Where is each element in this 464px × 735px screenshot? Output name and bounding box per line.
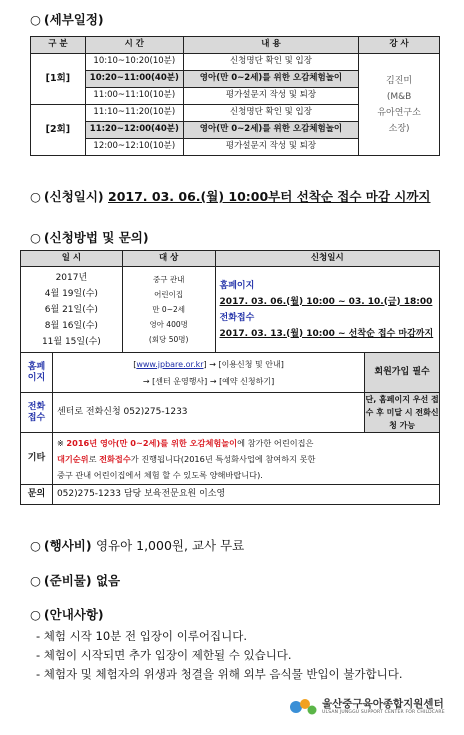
schedule-table [30,36,440,156]
event-date: 6월 21일(수) [44,304,98,315]
apply-period-cell [215,267,439,353]
notice-item: - 체험이 시작되면 추가 입장이 제한될 수 있습니다. [36,648,292,662]
content-cell-highlight: 영아(만 0~2세)를 위한 오감체험놀이 [183,122,358,139]
note-mark: ※ [56,437,64,448]
phone-row-label: 전화 접수 [21,393,53,433]
circle-bullet-icon: ○ [30,573,41,588]
contact-row-text: 052)275-1233 담당 보육전문요원 이소영 [52,485,439,505]
event-date: 11월 15일(수) [41,336,101,347]
fee-label: (행사비) [43,538,92,553]
target-line: 어린이집 [154,290,184,299]
phone-row-text: 센터로 전화신청 052)275-1233 [52,393,364,433]
section-apply-date [30,187,431,205]
etc-highlight: 2016년 영아(만 0~2세)를 위한 오감체험놀이 [66,437,238,448]
instructor-line: 김진미 [386,75,413,86]
circle-bullet-icon: ○ [30,189,41,204]
time-cell-highlight: 10:20~11:00(40분) [85,71,183,88]
section-apply-method-title [30,228,149,246]
col-header-instructor: 강 사 [359,37,440,54]
col-header-time: 시 간 [85,37,183,54]
homepage-label: 홈페이지 [219,280,255,291]
content-cell: 신청명단 확인 및 입장 [183,54,358,71]
section-fee [30,536,244,554]
target-cell [122,267,215,353]
etc-line-1 [57,435,437,451]
target-line: 만 0~2세 [152,305,185,314]
time-cell: 12:00~12:10(10분) [85,139,183,156]
notice-item: - 체험 시작 10분 전 입장이 이루어집니다. [36,629,248,643]
prep-label: (준비물) [43,573,92,588]
instructor-cell [359,54,440,156]
time-cell: 11:10~11:20(10분) [85,105,183,122]
logo-mark-icon [288,696,318,718]
section-prep [30,571,120,589]
instructor-line: (M&B [386,91,412,102]
event-date: 2017년 [55,272,88,283]
phone-note: 단, 홈페이지 우선 접수 후 미달 시 전화신청 가능 [365,393,440,433]
target-line: 중구 관내 [152,275,185,284]
apply-method-title-text: (신청방법 및 문의) [43,230,149,245]
time-cell-highlight: 11:20~12:00(40분) [85,122,183,139]
section-schedule-title [30,10,104,28]
instructor-line: 유아연구소 [377,107,421,118]
etc-line-2 [57,451,437,467]
phone-period: 2017. 03. 13.(월) 10:00 ~ 선착순 접수 마감까지 [219,328,434,339]
etc-row-text [52,433,439,485]
col-header-apply-period: 신청일시 [215,251,439,267]
etc-line-3: 중구 관내 어린이집에서 체험 할 수 있도록 양해바랍니다). [56,469,263,480]
homepage-path-line-1: [www.jpbare.or.kr] → [이용신청 및 안내] [133,359,284,369]
content-cell: 신청명단 확인 및 입장 [183,105,358,122]
etc-highlight: 대기순위 [56,453,89,464]
apply-method-table [20,250,440,505]
content-cell: 평가설문지 작성 및 퇴장 [183,139,358,156]
prep-value: 없음 [95,573,121,588]
time-cell: 11:00~11:10(10분) [85,88,183,105]
notice-item: - 체험자 및 체험자의 위생과 청결을 위해 외부 음식물 반입이 불가합니다. [36,667,403,681]
circle-bullet-icon: ○ [30,538,41,553]
etc-text: 가 진행됩니다(2016년 특성화사업에 참여하지 못한 [130,453,316,464]
target-line: (회당 50명) [148,335,189,344]
phone-label: 전화접수 [219,312,255,323]
apply-date-label: (신청일시) [43,189,104,204]
etc-row-label: 기타 [21,433,53,485]
circle-bullet-icon: ○ [30,230,41,245]
homepage-link[interactable]: www.jpbare.or.kr [136,359,204,369]
homepage-path-text: → [이용신청 및 안내] [206,359,284,369]
col-header-content: 내 용 [183,37,358,54]
event-date: 4월 19일(수) [44,288,98,299]
circle-bullet-icon: ○ [30,12,41,27]
notice-label: (안내사항) [43,607,104,622]
homepage-path-line-2: → [센터 운영행사] → [예약 신청하기] [142,376,275,386]
center-logo [288,696,445,718]
fee-value: 영유아 1,000원, 교사 무료 [95,538,245,553]
circle-bullet-icon: ○ [30,607,41,622]
col-header-target: 대 상 [122,251,215,267]
content-cell: 평가설문지 작성 및 퇴장 [183,88,358,105]
target-line: 영아 400명 [149,320,188,329]
instructor-line: 소장) [388,123,410,134]
contact-row-label: 문의 [21,485,53,505]
session-2-label: [2회] [31,105,86,156]
logo-name: 울산중구육아종합지원센터 [322,698,444,710]
homepage-period: 2017. 03. 06.(월) 10:00 ~ 03. 10.(금) 18:00 [219,296,433,307]
session-1-label: [1회] [31,54,86,105]
col-header-category: 구 분 [31,37,86,54]
logo-subtitle: ULSAN JUNGGU SUPPORT CENTER FOR CHILDCARE [322,710,445,715]
event-dates-cell [21,267,123,353]
time-cell: 10:10~10:20(10분) [85,54,183,71]
section-notice-title [30,605,104,623]
homepage-row-label: 홈페 이지 [21,353,53,393]
event-date: 8월 16일(수) [44,320,98,331]
content-cell-highlight: 영아(만 0~2세)를 위한 오감체험놀이 [183,71,358,88]
etc-highlight: 전화접수 [99,453,131,464]
apply-date-value: 2017. 03. 06.(월) 10:00부터 선착순 접수 마감 시까지 [108,189,431,204]
homepage-path-cell [52,353,364,393]
homepage-note: 회원가입 필수 [365,353,440,393]
schedule-title-text: (세부일정) [43,12,104,27]
col-header-date: 일 시 [21,251,123,267]
etc-text: 에 참가한 어린이집은 [237,437,314,448]
etc-text: 로 [88,453,100,464]
notice-list [36,627,403,684]
